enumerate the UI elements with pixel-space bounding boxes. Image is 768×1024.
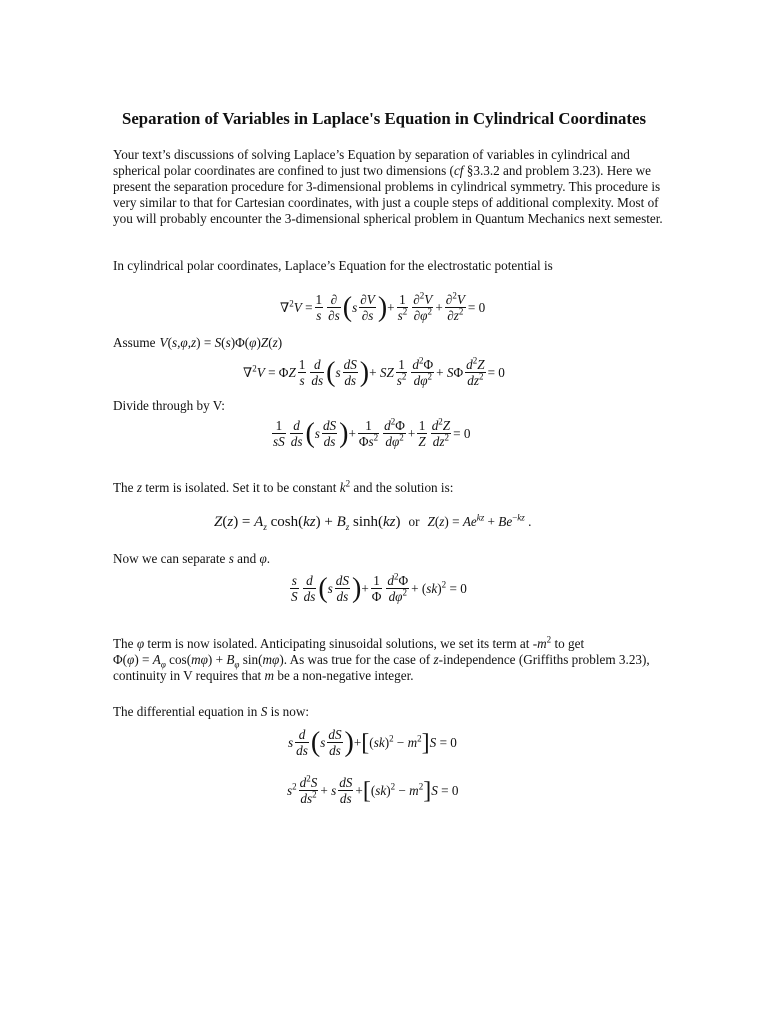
phi-term-m-sup: 2 <box>546 634 552 645</box>
equation-laplacian: ∇$^2$V = $\frac{1}{s}$ $\frac{\partial}{\partial s}$ ( s $\frac{\partial V}{\partial s}$ ) + $\frac{1}{s^2}$ $\frac{\partial^2V}{\partial\varphi^2}$ + $\frac{\partial^2V}{\partial z^2}$ = 0 <box>280 290 486 323</box>
intro-text-a: Your text’s discussions of solving Laplace’s Equation by separation of variables in cylindrical and spherical polar coordinates are confined to just two dimensions ( <box>113 147 630 178</box>
phi-term-text-c: to get <box>551 636 585 651</box>
z-term-paragraph <box>113 480 673 496</box>
cylindrical-intro-paragraph <box>113 258 673 274</box>
z-term-text-c: and the solution is: <box>350 480 454 495</box>
diff-eq-S: S <box>260 704 268 719</box>
phi-term-text-e: -independence (Griffiths problem 3.23), continuity in V requires that <box>113 652 650 683</box>
or-label: or <box>408 514 420 529</box>
assume-line: Assume V(s,φ,z) = S(s)Φ(φ)Z(z) <box>113 335 283 350</box>
phi-term-z: z <box>433 652 439 667</box>
phi-term-text-a: The <box>113 636 137 651</box>
phi-term-text-f: be a non-negative integer. <box>274 668 414 683</box>
diff-eq-paragraph <box>113 704 673 720</box>
diff-eq-text-a: The differential equation in <box>113 704 261 719</box>
equation-separated-laplacian: ∇$^2$V = ΦZ $\frac{1}{s}$ $\frac{d}{ds}$ ( s $\frac{dS}{ds}$ ) + SZ $\frac{1}{s^2}$ $\frac{d^2\Phi}{d\varphi^2}$ + SΦ $\frac{d^2Z}{dz^2}$ = 0 <box>243 355 505 388</box>
phi-term-m: m <box>537 636 547 651</box>
equation-radial-2: $s^2$ $\frac{d^2S}{ds^2}$ + s $\frac{dS}{ds}$ + [ $(sk)^2 - m^2$ ] S = 0 <box>287 773 459 806</box>
divide-paragraph <box>113 398 673 414</box>
separate-phi: φ <box>259 551 267 566</box>
separate-text-a: Now we can separate <box>113 551 229 566</box>
page-title: Separation of Variables in Laplace's Equation in Cylindrical Coordinates <box>121 109 647 128</box>
equation-radial-1: s $\frac{d}{ds}$ ( s $\frac{dS}{ds}$ ) + [ $(sk)^2 - m^2$ ] S = 0 <box>288 726 457 758</box>
divide-text: Divide through by V: <box>113 398 225 413</box>
phi-term-m2: m <box>264 668 275 683</box>
diff-eq-text-b: is now: <box>267 704 310 719</box>
z-term-text-b: term is isolated. Set it to be constant <box>141 480 340 495</box>
intro-paragraph <box>113 147 673 227</box>
intro-text-b: §3.3.2 and problem 3.23). Here we present the separation procedure for 3-dimensional problems in cylindrical symmetry. This procedure is very similar to that for Cartesian coordinates, with just a couple steps of additional complexity. Most of you will probably encounter the 3-dimensional spherical problem in Quantum Mechanics next semester. <box>113 163 663 226</box>
phi-term-phi: φ <box>136 636 145 651</box>
equation-s-phi: $\frac{s}{S}$ $\frac{d}{ds}$ ( s $\frac{dS}{ds}$ ) + $\frac{1}{\Phi}$ $\frac{d^2\Phi}{d\varphi^2}$ + (sk)$^2$ = 0 <box>291 571 467 604</box>
z-term-k-sup: 2 <box>345 478 351 489</box>
separate-text-b: and <box>233 551 260 566</box>
separate-s: s <box>228 551 234 566</box>
separate-text-c: . <box>266 551 271 566</box>
phi-term-text-d: . As was true for the case of <box>283 652 434 667</box>
z-term-z: z <box>136 480 142 495</box>
equation-z-solution: $Z(z) = A_z$ $\cosh(kz) + B_z$ sinh(kz) or $Z(z) = Ae^{kz} + Be^{-kz}$ . <box>214 512 532 532</box>
phi-term-paragraph: The φ term is now isolated. Anticipating sinusoidal solutions, we set its term at $-m^2$ to get $\Phi(\varphi) = A_\varphi$ $\cos(m\varphi) + B_\varphi$ sin(mφ). As was true for the case of z-independence (Griffiths problem 3.23), continuity in V requires that m be a non-negative integer. <box>113 634 650 683</box>
intro-cf: cf <box>453 163 464 178</box>
equation-divided: $\frac{1}{sS}$ $\frac{d}{ds}$ ( s $\frac{dS}{ds}$ ) + $\frac{1}{\Phi s^2}$ $\frac{d^2\Phi}{d\varphi^2}$ + $\frac{1}{Z}$ $\frac{d^2Z}{dz^2}$ = 0 <box>273 416 471 449</box>
z-term-k: k <box>339 480 346 495</box>
cylindrical-intro-text: In cylindrical polar coordinates, Laplace’s Equation for the electrostatic potential is <box>113 258 553 273</box>
z-term-text-a: The <box>113 480 137 495</box>
assume-label: Assume <box>113 335 156 350</box>
phi-term-text-b: term is now isolated. Anticipating sinusoidal solutions, we set its term at - <box>144 636 538 651</box>
separate-paragraph <box>113 551 673 567</box>
